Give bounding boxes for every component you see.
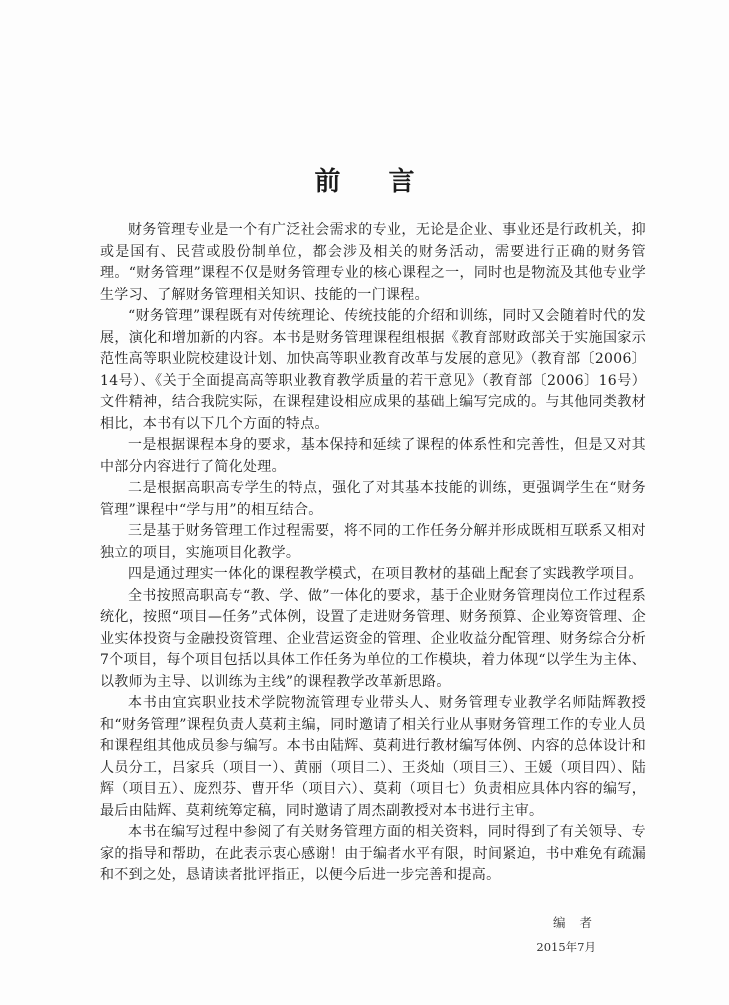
title-char-2: 言 (388, 167, 415, 197)
paragraph-7: 全书按照高职高专“教、学、做”一体化的要求，基于企业财务管理岗位工作过程系统化，按照“项目—任务”式体例，设置了走进财务管理、财务预算、企业筹资管理、企业实体投资与金融投资管理、企业营运资金的管理、企业收益分配管理、财务综合分析7个项目，每个项目包括以具体工作任务为单位的工作模块，着力体现“以学生为主体、以教师为主导、以训练为主线”的课程教学改革新思路。 (100, 587, 646, 690)
page-title (0, 164, 729, 200)
paragraph-4: 二是根据高职高专学生的特点，强化了对其基本技能的训练，更强调学生在“财务管理”课程中“学与用”的相互结合。 (100, 480, 646, 518)
closing-block (100, 913, 646, 957)
paragraph-5: 三是基于财务管理工作过程需要，将不同的工作任务分解并形成既相互联系又相对独立的项目，实施项目化教学。 (100, 523, 646, 561)
preface-body (100, 220, 646, 887)
title-char-1: 前 (314, 167, 341, 197)
date: 2015年7月 (536, 939, 596, 954)
paragraph-8: 本书由宜宾职业技术学院物流管理专业带头人、财务管理专业教学名师陆辉教授和“财务管理”课程负责人莫莉主编，同时邀请了相关行业从事财务管理工作的专业人员和课程组其他成员参与编写。本书由陆辉、莫莉进行教材编写体例、内容的总体设计和人员分工，吕家兵（项目一）、黄丽（项目二）、王炎灿（项目三）、王媛（项目四）、陆辉（项目五）、庞烈芬、曹开华（项目六）、莫莉（项目七）负责相应具体内容的编写，最后由陆辉、莫莉统筹定稿，同时邀请了周杰副教授对本书进行主审。 (100, 695, 646, 819)
paragraph-2: “财务管理”课程既有对传统理论、传统技能的介绍和训练，同时又会随着时代的发展，演化和增加新的内容。本书是财务管理课程组根据《教育部财政部关于实施国家示范性高等职业院校建设计划、加快高等职业教育改革与发展的意见》（教育部〔2006〕14号）、《关于全面提高高等职业教育教学质量的若干意见》（教育部〔2006〕16号）文件精神，结合我院实际，在课程建设相应成果的基础上编写完成的。与其他同类教材相比，本书有以下几个方面的特点。 (100, 308, 646, 432)
paragraph-9: 本书在编写过程中参阅了有关财务管理方面的相关资料，同时得到了有关领导、专家的指导和帮助，在此表示衷心感谢！由于编者水平有限，时间紧迫，书中难免有疏漏和不到之处，恳请读者批评指正，以便今后进一步完善和提高。 (100, 824, 646, 883)
paragraph-1: 财务管理专业是一个有广泛社会需求的专业，无论是企业、事业还是行政机关，抑或是国有、民营或股份制单位，都会涉及相关的财务活动，需要进行正确的财务管理。“财务管理”课程不仅是财务管理专业的核心课程之一，同时也是物流及其他专业学生学习、了解财务管理相关知识、技能的一门课程。 (100, 222, 646, 303)
signature: 编者 (552, 914, 606, 930)
paragraph-3: 一是根据课程本身的要求，基本保持和延续了课程的体系性和完善性，但是又对其中部分内容进行了简化处理。 (100, 437, 646, 475)
paragraph-6: 四是通过理实一体化的课程教学模式，在项目教材的基础上配套了实践教学项目。 (128, 566, 643, 582)
